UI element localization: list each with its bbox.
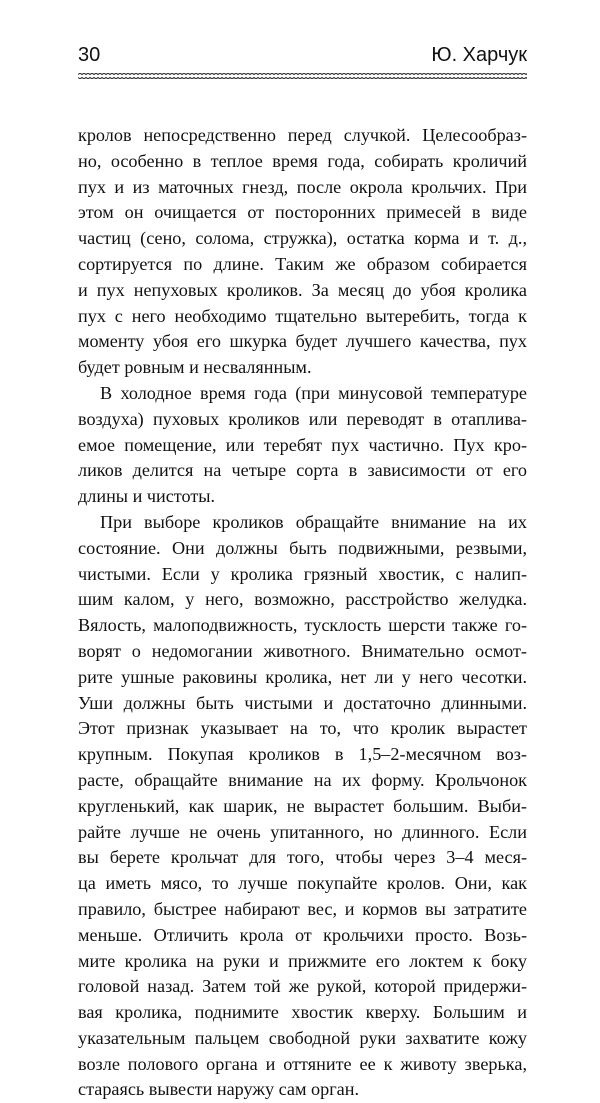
running-header	[78, 44, 527, 74]
text-line: расте, обращайте внимание на их форму. Крольчонок	[78, 769, 527, 790]
text-line: вы берете крольчат для того, чтобы через 3–4 меся-	[78, 847, 527, 868]
text-line: головой назад. Затем той же рукой, которой придержи-	[78, 976, 527, 997]
text-line: меньше. Отличить крола от крольчихи просто. Возь-	[78, 924, 527, 945]
text-line: стараясь вывести наружу сам орган.	[78, 1079, 360, 1100]
wavy-rule-icon	[78, 72, 527, 80]
paragraph-3	[78, 510, 527, 1103]
header-ornament-rule	[78, 72, 527, 80]
text-line: вая кролика, поднимите хвостик кверху. Большим и	[78, 1002, 527, 1023]
text-line: райте лучше не очень упитанного, но длинного. Если	[78, 821, 527, 842]
text-line: Вялость, малоподвижность, тусклость шерсти также го-	[78, 615, 527, 636]
text-line: ца иметь мясо, то лучше покупайте кролов. Они, как	[78, 873, 527, 894]
text-line: ликов делится на четыре сорта в зависимости от его	[78, 460, 527, 481]
text-line: Уши должны быть чистыми и достаточно длинными.	[78, 692, 527, 713]
paragraph-1	[78, 123, 527, 381]
text-line: При выборе кроликов обращайте внимание на их	[100, 511, 527, 532]
text-line: крупным. Покупая кроликов в 1,5–2-месячном воз-	[78, 744, 527, 765]
text-line: указательным пальцем свободной руки захватите кожу	[78, 1027, 527, 1048]
text-line: воздуха) пуховых кроликов или переводят в отаплива-	[78, 408, 527, 429]
text-line: мите кролика на руки и прижмите его локтем к боку	[78, 950, 527, 971]
text-line: рите ушные раковины кролика, нет ли у него чесотки.	[78, 666, 527, 687]
text-line: состояние. Они должны быть подвижными, резвыми,	[78, 537, 527, 558]
text-line: емое помещение, или теребят пух частично. Пух кро-	[78, 434, 527, 455]
text-line: кругленький, как шарик, не вырастет большим. Выби-	[78, 795, 527, 816]
page-number: 30	[78, 44, 101, 66]
text-line: будет ровным и несвалянным.	[78, 357, 312, 378]
text-line: чистыми. Если у кролика грязный хвостик, с налип-	[78, 563, 527, 584]
text-line: но, особенно в теплое время года, собирать кроличий	[78, 150, 527, 171]
text-line: ворят о недомогании животного. Внимательно осмот-	[78, 640, 527, 661]
body-text	[78, 123, 527, 1103]
text-line: возле полового органа и оттяните ее к животу зверька,	[78, 1053, 527, 1074]
author-name: Ю. Харчук	[431, 44, 527, 66]
text-line: В холодное время года (при минусовой температуре	[100, 382, 527, 403]
text-line: пух и из маточных гнезд, после окрола крольчих. При	[78, 176, 527, 197]
text-line: сортируется по длине. Таким же образом собирается	[78, 253, 527, 274]
text-line: кролов непосредственно перед случкой. Целесообраз-	[78, 125, 527, 145]
text-line: и пух непуховых кроликов. За месяц до убоя кролика	[78, 279, 527, 300]
text-line: правило, быстрее набирают вес, и кормов вы затратите	[78, 898, 527, 919]
text-line: частиц (сено, солома, стружка), остатка корма и т. д.,	[78, 228, 527, 249]
text-line: шим калом, у него, возможно, расстройство желудка.	[78, 589, 527, 610]
text-line: длины и чистоты.	[78, 486, 216, 507]
text-line: пух с него необходимо тщательно вытеребить, тогда к	[78, 305, 527, 326]
text-line: этом он очищается от посторонних примесей в виде	[78, 202, 527, 223]
paragraph-2	[78, 381, 527, 510]
text-line: Этот признак указывает на то, что кролик вырастет	[78, 718, 527, 739]
text-line: моменту убоя его шкурка будет лучшего качества, пух	[78, 331, 527, 352]
